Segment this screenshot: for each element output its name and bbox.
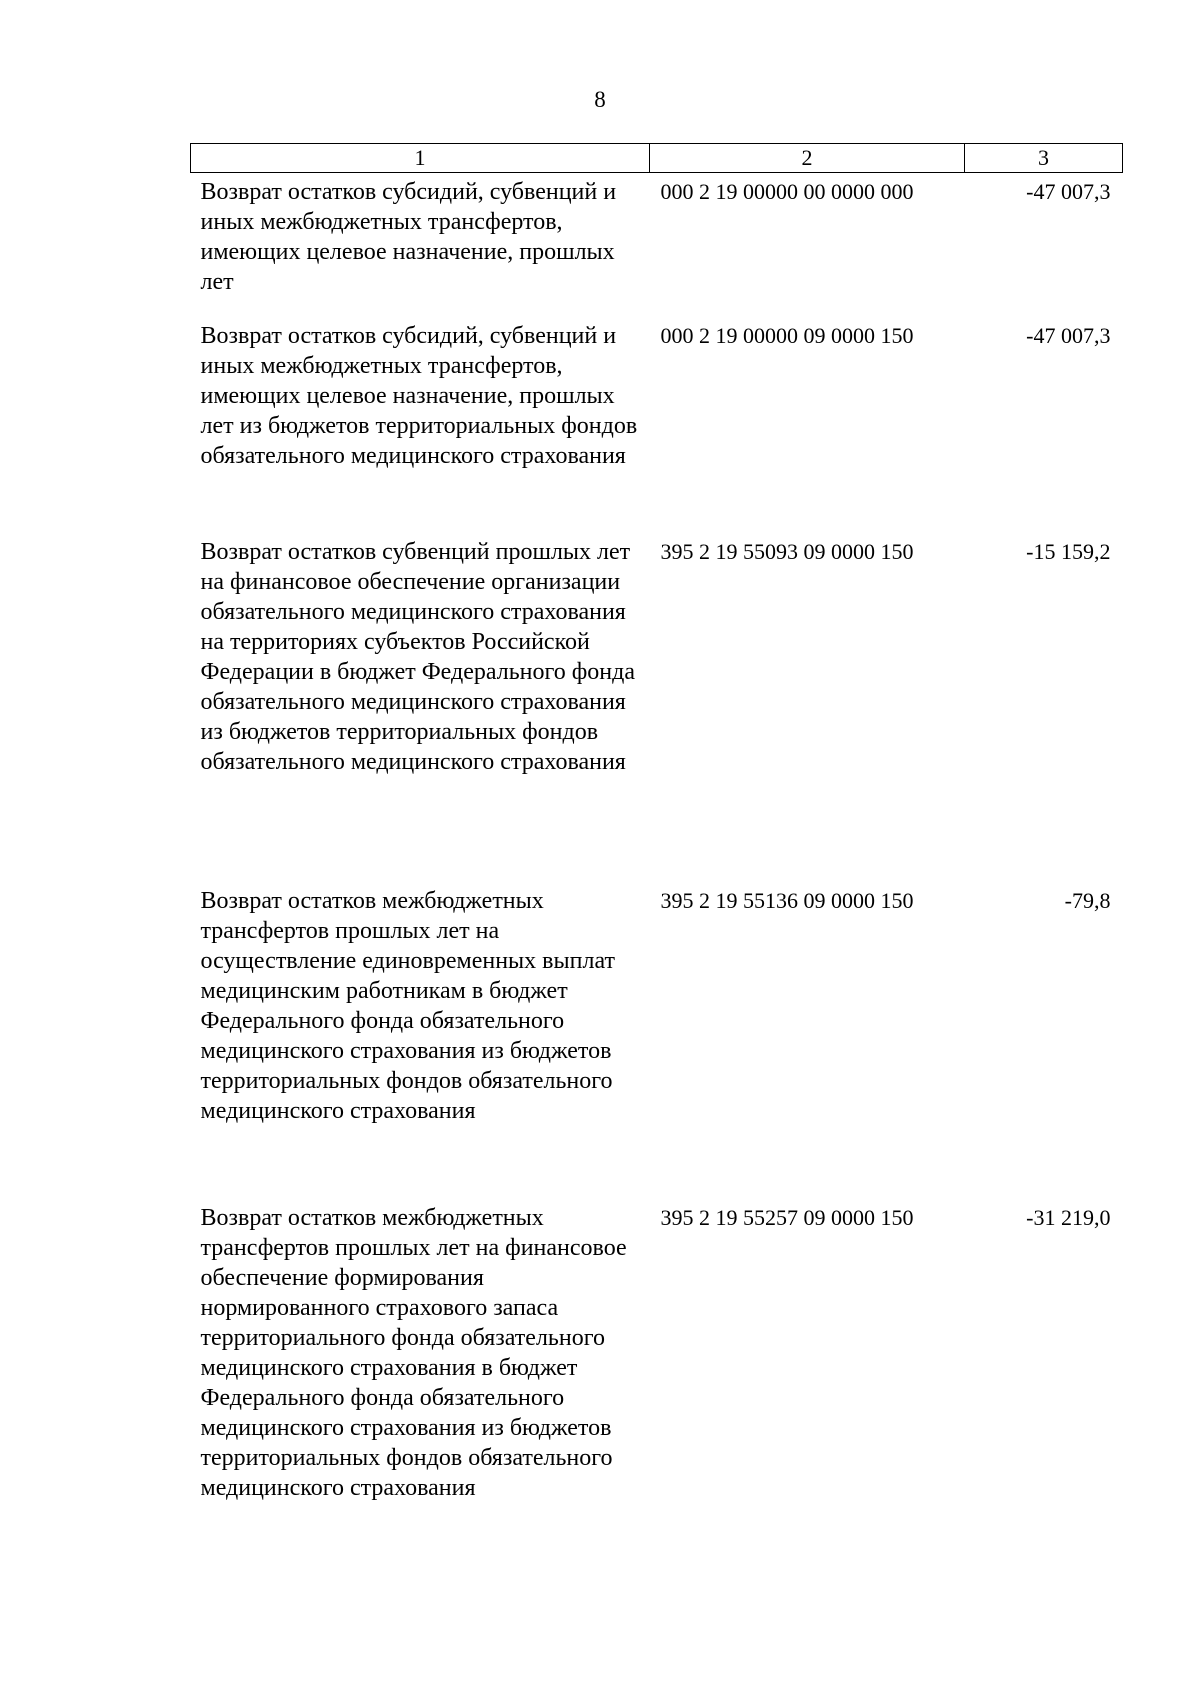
row-name: Возврат остатков субсидий, субвенций и иных межбюджетных трансфертов, имеющих целевое назначение, прошлых лет из бюджетов территориальных фондов обязательного медицинского страхования [200, 323, 638, 469]
row-code: 000 2 19 00000 00 0000 000 [660, 179, 914, 204]
row-amount: -31 219,0 [1026, 1205, 1111, 1230]
column-header-code: 2 [650, 144, 965, 173]
row-amount: -79,8 [1064, 888, 1111, 913]
table-row [191, 882, 1123, 1199]
table-row [191, 1199, 1123, 1563]
row-code: 395 2 19 55136 09 0000 150 [660, 888, 914, 913]
row-amount: -47 007,3 [1026, 179, 1111, 204]
row-code: 000 2 19 00000 09 0000 150 [660, 323, 914, 348]
row-amount: -47 007,3 [1026, 323, 1111, 348]
row-name: Возврат остатков межбюджетных трансфертов прошлых лет на осуществление единовременных выплат медицинским работникам в бюджет Федерального фонда обязательного медицинского страхования из бюджетов территориальных фондов обязательного медицинского страхования [200, 888, 615, 1124]
column-header-amount: 3 [965, 144, 1123, 173]
table-row [191, 173, 1123, 318]
row-name: Возврат остатков субсидий, субвенций и иных межбюджетных трансфертов, имеющих целевое назначение, прошлых лет [200, 179, 617, 295]
row-name: Возврат остатков субвенций прошлых лет на финансовое обеспечение организации обязательного медицинского страхования на территориях субъектов Российской Федерации в бюджет Федерального фонда обязательного медицинского страхования из бюджетов территориальных фондов обязательного медицинского страхования [200, 539, 636, 775]
row-code: 395 2 19 55093 09 0000 150 [660, 539, 914, 564]
table-row [191, 533, 1123, 882]
budget-table [190, 143, 1123, 1563]
row-code: 395 2 19 55257 09 0000 150 [660, 1205, 914, 1230]
table-row [191, 317, 1123, 533]
page-number: 8 [594, 87, 606, 112]
column-header-name: 1 [191, 144, 650, 173]
table-header-row [191, 144, 1123, 173]
row-name: Возврат остатков межбюджетных трансфертов прошлых лет на финансовое обеспечение формирования нормированного страхового запаса территориального фонда обязательного медицинского страхования в бюджет Федерального фонда обязательного медицинского страхования из бюджетов территориальных фондов обязательного медицинского страхования [200, 1205, 627, 1501]
row-amount: -15 159,2 [1026, 539, 1111, 564]
